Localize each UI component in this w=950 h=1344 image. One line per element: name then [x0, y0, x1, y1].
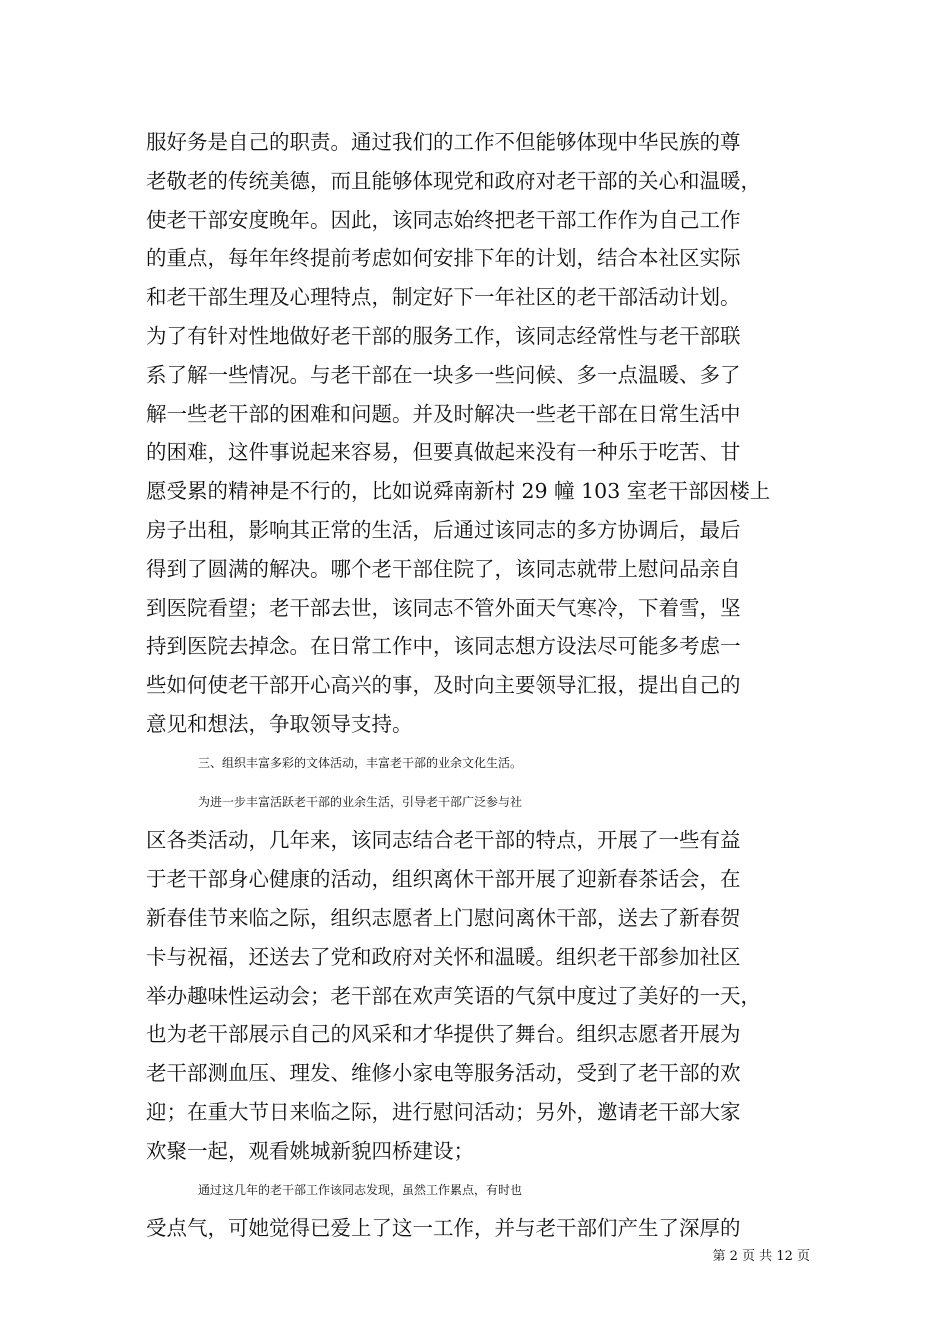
- text-line-25: 老干部测血压、理发、维修小家电等服务活动，受到了老干部的欢: [146, 1061, 741, 1086]
- body-text: [146, 123, 806, 1248]
- text-line-10: 愿受累的精神是不行的，比如说舜南新村 29 幢 103 室老干部因楼上: [146, 479, 771, 504]
- text-line-26: 迎；在重大节日来临之际，进行慰问活动；另外，邀请老干部大家: [146, 1099, 741, 1124]
- text-line-4: 的重点，每年年终提前考虑如何安排下年的计划，结合本社区实际: [146, 246, 741, 271]
- text-line-7: 系了解一些情况。与老干部在一块多一些问候、多一点温暖、多了: [146, 362, 741, 387]
- text-line-3: 使老干部安度晚年。因此，该同志始终把老干部工作作为自己工作: [146, 207, 741, 232]
- text-line-13: 到医院看望；老干部去世，该同志不管外面天气寒冷，下着雪，坚: [146, 595, 741, 620]
- text-line-9: 的困难，这件事说起来容易，但要真做起来没有一种乐于吃苦、甘: [146, 440, 741, 465]
- text-line-18: 为进一步丰富活跃老干部的业余生活，引导老干部广泛参与社: [198, 794, 523, 809]
- text-line-21: 新春佳节来临之际，组织志愿者上门慰问离休干部，送去了新春贺: [146, 905, 741, 930]
- text-line-23: 举办趣味性运动会；老干部在欢声笑语的气氛中度过了美好的一天，: [146, 983, 761, 1008]
- text-line-5: 和老干部生理及心理特点，制定好下一年社区的老干部活动计划。: [146, 285, 741, 310]
- text-line-2: 老敬老的传统美德，而且能够体现党和政府对老干部的关心和温暖，: [146, 168, 761, 193]
- text-line-1: 服好务是自己的职责。通过我们的工作不但能够体现中华民族的尊: [146, 130, 741, 154]
- text-line-24: 也为老干部展示自己的风采和才华提供了舞台。组织志愿者开展为: [146, 1022, 741, 1047]
- text-line-22: 卡与祝福，还送去了党和政府对关怀和温暖。组织老干部参加社区: [146, 944, 741, 969]
- text-line-8: 解一些老干部的困难和问题。并及时解决一些老干部在日常生活中: [146, 401, 741, 426]
- page-footer: 第 2 页 共 12 页: [712, 1249, 810, 1264]
- text-line-20: 于老干部身心健康的活动，组织离休干部开展了迎新春茶话会，在: [146, 867, 741, 892]
- text-line-16: 意见和想法，争取领导支持。: [146, 711, 413, 736]
- text-line-15: 些如何使老干部开心高兴的事，及时向主要领导汇报，提出自己的: [146, 673, 741, 698]
- text-line-28: 通过这几年的老干部工作该同志发现，虽然工作累点，有时也: [198, 1182, 523, 1197]
- text-line-11: 房子出租，影响其正常的生活，后通过该同志的多方协调后，最后: [146, 517, 741, 542]
- section-heading: 三、组织丰富多彩的文体活动，丰富老干部的业余文化生活。: [198, 755, 523, 770]
- text-line-29: 受点气，可她觉得已爱上了这一工作，并与老干部们产生了深厚的: [146, 1216, 741, 1241]
- text-line-12: 得到了圆满的解决。哪个老干部住院了，该同志就带上慰问品亲自: [146, 556, 741, 581]
- text-line-6: 为了有针对性地做好老干部的服务工作，该同志经常性与老干部联: [146, 323, 741, 348]
- text-line-27: 欢聚一起，观看姚城新貌四桥建设；: [146, 1138, 474, 1163]
- text-line-14: 持到医院去掉念。在日常工作中，该同志想方设法尽可能多考虑一: [146, 634, 741, 659]
- text-line-19: 区各类活动，几年来，该同志结合老干部的特点，开展了一些有益: [146, 828, 741, 853]
